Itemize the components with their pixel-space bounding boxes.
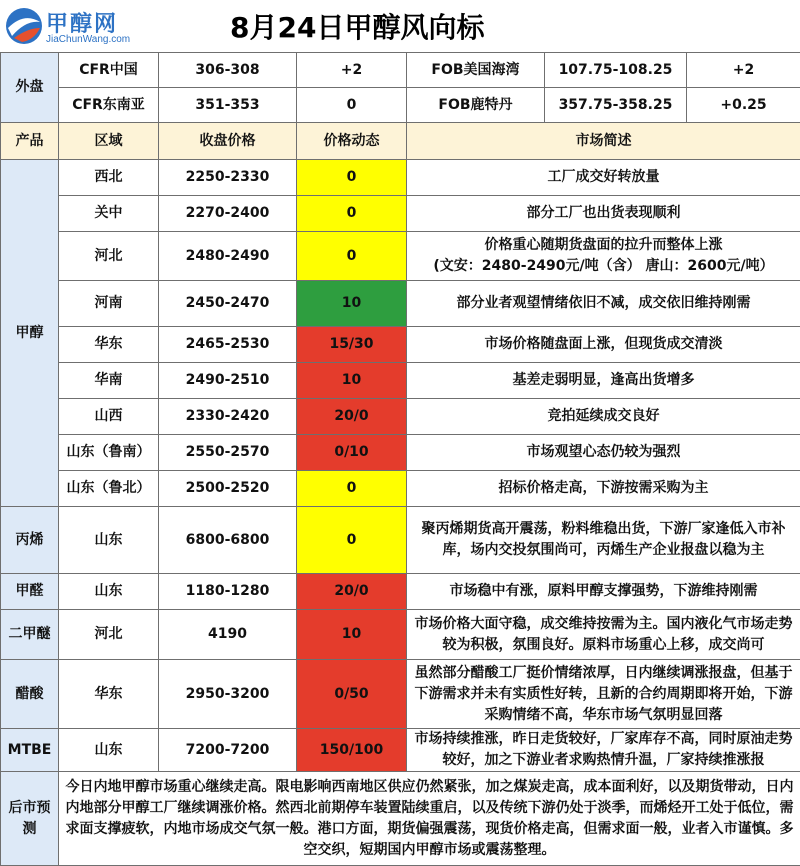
product-name: MTBE (1, 729, 59, 772)
price-cell: 2330-2420 (159, 399, 297, 435)
market-desc-cell (407, 729, 800, 772)
product-name: 丙烯 (1, 507, 59, 574)
market-change: +2 (297, 53, 407, 88)
external-label: 外盘 (1, 53, 59, 123)
market-desc-cell (407, 507, 800, 574)
region-cell: 关中 (59, 196, 159, 232)
price-change-cell: 150/100 (297, 729, 407, 772)
price-change-cell: 0 (297, 160, 407, 196)
market-desc-cell (407, 471, 800, 507)
table-row (1, 729, 800, 772)
price-cell: 2480-2490 (159, 232, 297, 281)
market-desc-cell (407, 281, 800, 327)
market-price: 351-353 (159, 88, 297, 123)
col-price: 收盘价格 (159, 123, 297, 160)
market-desc: 聚丙烯期货高开震荡，粉料维稳出货，下游厂家逢低入市补库，场内交投氛围尚可，丙烯生产企业报盘以稳为主 (422, 521, 786, 558)
market-desc-cell (407, 660, 800, 729)
region-cell: 山东（鲁南） (59, 435, 159, 471)
market-desc: 市场价格随盘面上涨，但现货成交清淡 (485, 336, 723, 352)
price-cell: 6800-6800 (159, 507, 297, 574)
logo-url: JiaChunWang.com (46, 34, 130, 45)
product-name: 甲醛 (1, 574, 59, 610)
market-desc-cell (407, 232, 800, 281)
price-change-cell: 10 (297, 363, 407, 399)
price-cell: 2500-2520 (159, 471, 297, 507)
globe-logo-icon (4, 6, 44, 46)
market-change: 0 (297, 88, 407, 123)
product-name: 甲醇 (1, 160, 59, 507)
region-cell: 山东 (59, 729, 159, 772)
price-change-cell: 20/0 (297, 399, 407, 435)
market-desc-cell (407, 363, 800, 399)
region-cell: 河北 (59, 610, 159, 660)
market-desc-cell (407, 399, 800, 435)
price-cell: 4190 (159, 610, 297, 660)
market-name: FOB鹿特丹 (407, 88, 545, 123)
price-cell: 2950-3200 (159, 660, 297, 729)
table-row (1, 660, 800, 729)
price-cell: 2490-2510 (159, 363, 297, 399)
market-price: 306-308 (159, 53, 297, 88)
market-name: CFR中国 (59, 53, 159, 88)
market-change: +2 (687, 53, 800, 88)
region-cell: 华东 (59, 327, 159, 363)
market-desc: 市场价格大面守稳，成交维持按需为主。国内液化气市场走势较为积极，氛围良好。原料市场重心上移，成交尚可 (415, 616, 793, 653)
price-change-cell: 20/0 (297, 574, 407, 610)
outlook-label: 后市预测 (1, 772, 59, 866)
price-change-cell: 0 (297, 196, 407, 232)
table-row (1, 196, 800, 232)
market-desc-cell (407, 160, 800, 196)
table-row (1, 610, 800, 660)
external-row-1 (1, 53, 800, 88)
market-change: +0.25 (687, 88, 800, 123)
price-change-cell: 0 (297, 232, 407, 281)
market-desc-cell (407, 196, 800, 232)
market-desc: 竞拍延续成交良好 (548, 408, 660, 424)
region-cell: 华南 (59, 363, 159, 399)
market-desc: 市场稳中有涨，原料甲醇支撑强势，下游维持刚需 (450, 583, 758, 599)
price-change-cell: 0 (297, 507, 407, 574)
region-cell: 河北 (59, 232, 159, 281)
col-desc: 市场简述 (407, 123, 800, 160)
product-name: 醋酸 (1, 660, 59, 729)
market-desc-cell (407, 610, 800, 660)
price-cell: 2250-2330 (159, 160, 297, 196)
table-row (1, 232, 800, 281)
table-row (1, 363, 800, 399)
column-header-row (1, 123, 800, 160)
market-price: 357.75-358.25 (545, 88, 687, 123)
region-cell: 山东 (59, 507, 159, 574)
price-cell: 7200-7200 (159, 729, 297, 772)
market-desc: 虽然部分醋酸工厂挺价情绪浓厚，日内继续调涨报盘，但基于下游需求并未有实质性好转，且新的合约周期即将开始，下游采购情绪不高，华东市场气氛明显回落 (415, 665, 793, 723)
market-desc-detail: (文安：2480-2490元/吨（含） 唐山：2600元/吨） (433, 258, 773, 274)
market-name: CFR东南亚 (59, 88, 159, 123)
market-desc-cell (407, 435, 800, 471)
external-row-2 (1, 88, 800, 123)
product-name: 二甲醚 (1, 610, 59, 660)
price-change-cell: 10 (297, 610, 407, 660)
market-desc: 价格重心随期货盘面的拉升而整体上涨 (485, 237, 723, 253)
market-name: FOB美国海湾 (407, 53, 545, 88)
outlook-row (1, 772, 800, 866)
col-change: 价格动态 (297, 123, 407, 160)
logo[interactable] (4, 6, 124, 46)
market-desc-cell (407, 574, 800, 610)
region-cell: 山西 (59, 399, 159, 435)
price-change-cell: 10 (297, 281, 407, 327)
market-price: 107.75-108.25 (545, 53, 687, 88)
price-change-cell: 0/10 (297, 435, 407, 471)
price-table (0, 52, 800, 866)
market-desc: 招标价格走高，下游按需采购为主 (499, 480, 709, 496)
table-row (1, 327, 800, 363)
logo-text: 甲醇网 (46, 7, 118, 38)
market-desc: 工厂成交好转放量 (548, 169, 660, 185)
market-desc: 市场观望心态仍较为强烈 (527, 444, 681, 460)
price-cell: 2465-2530 (159, 327, 297, 363)
table-row (1, 399, 800, 435)
market-desc: 部分业者观望情绪依旧不减，成交依旧维持刚需 (457, 295, 751, 311)
col-region: 区域 (59, 123, 159, 160)
market-desc-cell (407, 327, 800, 363)
region-cell: 山东（鲁北） (59, 471, 159, 507)
table-row (1, 281, 800, 327)
market-desc: 部分工厂也出货表现顺利 (527, 205, 681, 221)
price-cell: 2450-2470 (159, 281, 297, 327)
price-change-cell: 0 (297, 471, 407, 507)
header (0, 0, 800, 52)
table-row (1, 574, 800, 610)
page-title: 8月24日甲醇风向标 (230, 6, 484, 46)
price-cell: 2270-2400 (159, 196, 297, 232)
price-change-cell: 15/30 (297, 327, 407, 363)
region-cell: 山东 (59, 574, 159, 610)
outlook-text: 今日内地甲醇市场重心继续走高。限电影响西南地区供应仍然紧张，加之煤炭走高，成本面利好，以及期货带动，日内内地部分甲醇工厂继续调涨价格。然西北前期停车装置陆续重启，以及传统下游仍处于淡季，而烯烃开工处于低位，需求面支撑疲软，内地市场成交气氛一般。港口方面，期货偏强震荡，现货价格走高，但需求面一般，业者入市谨慎。多空交织，短期国内甲醇市场或震荡整理。 (59, 772, 800, 866)
table-row (1, 160, 800, 196)
region-cell: 河南 (59, 281, 159, 327)
price-cell: 2550-2570 (159, 435, 297, 471)
region-cell: 华东 (59, 660, 159, 729)
market-desc: 市场持续推涨，昨日走货较好，厂家库存不高，同时原油走势较好，加之下游业者求购热情升温，厂家持续推涨报 (415, 731, 793, 768)
table-row (1, 507, 800, 574)
table-row (1, 471, 800, 507)
table-row (1, 435, 800, 471)
price-cell: 1180-1280 (159, 574, 297, 610)
market-desc: 基差走弱明显，逢高出货增多 (513, 372, 695, 388)
region-cell: 西北 (59, 160, 159, 196)
price-change-cell: 0/50 (297, 660, 407, 729)
col-product: 产品 (1, 123, 59, 160)
